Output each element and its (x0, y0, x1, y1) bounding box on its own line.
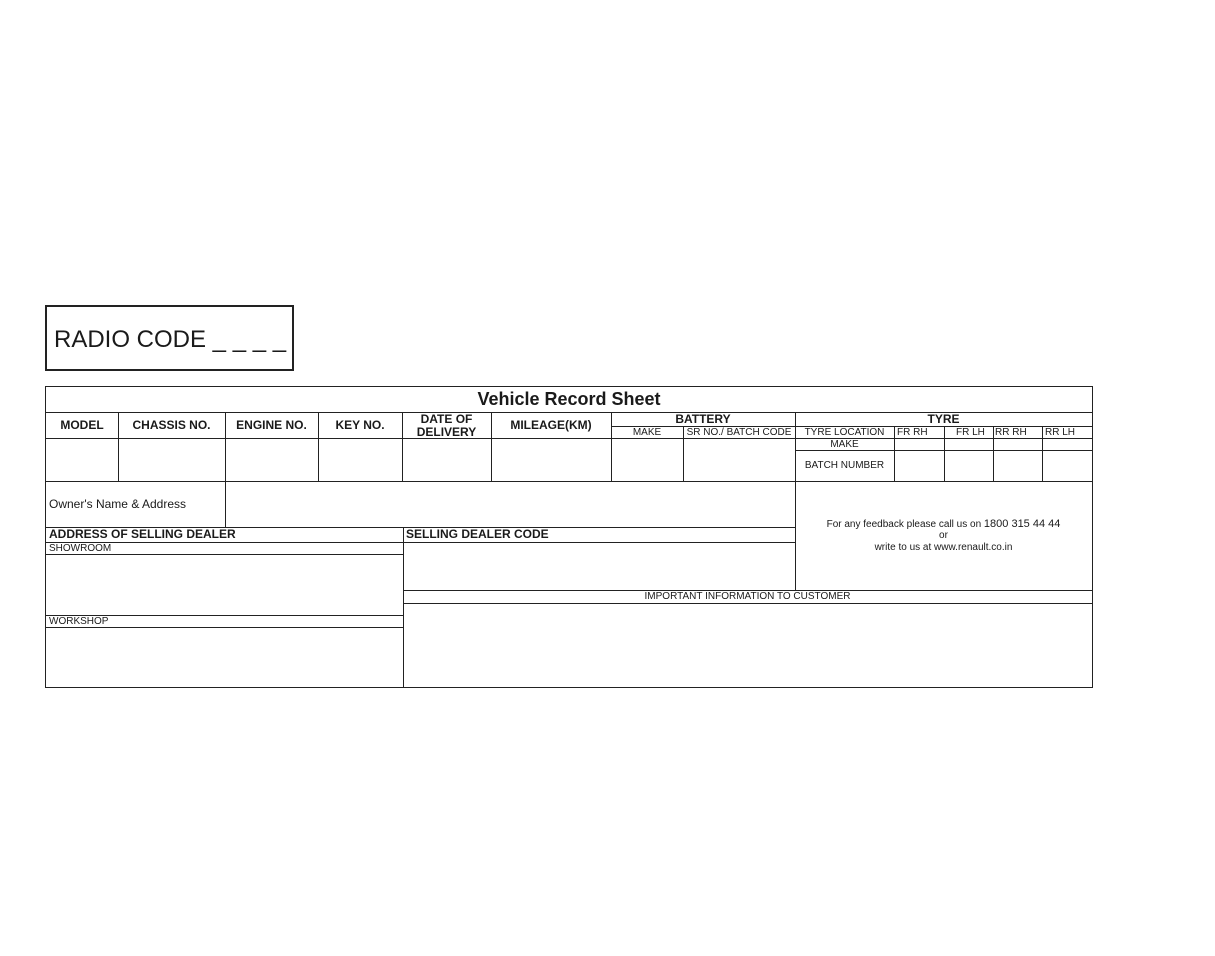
sheet-title: Vehicle Record Sheet (477, 389, 661, 409)
tyre-fr-lh-label: FR LH (956, 427, 985, 438)
feedback-phone: 1800 315 44 44 (983, 518, 1061, 530)
owner-name-address-label: Owner's Name & Address (49, 497, 187, 511)
battery-serial-label: SR NO./ BATCH CODE (686, 427, 792, 438)
header-mileage: MILEAGE(KM) (510, 418, 592, 432)
tyre-make-label: MAKE (830, 439, 859, 450)
col-rule-12 (1042, 426, 1043, 481)
rule-workshop-label-bottom (46, 627, 403, 628)
tyre-rr-rh-label: RR RH (995, 427, 1027, 438)
dealer-code-label: SELLING DEALER CODE (406, 527, 549, 541)
feedback-line2: or (939, 530, 948, 541)
header-date-line2: DELIVERY (416, 425, 477, 439)
header-model: MODEL (60, 418, 104, 432)
radio-code-box (45, 305, 294, 371)
tyre-batch-number-label: BATCH NUMBER (804, 460, 885, 471)
header-date-line1: DATE OF (420, 412, 473, 426)
vehicle-record-sheet (45, 386, 1093, 688)
rule-dealer-header-bottom (46, 542, 795, 543)
showroom-label: SHOWROOM (49, 543, 112, 554)
battery-make-label: MAKE (632, 427, 662, 438)
header-battery: BATTERY (675, 412, 731, 426)
col-rule-9 (894, 426, 895, 481)
important-info-label: IMPORTANT INFORMATION TO CUSTOMER (644, 591, 851, 602)
tyre-rr-lh-label: RR LH (1045, 427, 1076, 438)
feedback-line3: write to us at www.renault.co.in (874, 542, 1013, 553)
header-tyre: TYRE (927, 412, 960, 426)
workshop-label: WORKSHOP (49, 616, 109, 627)
rule-battery-header-bottom (611, 438, 795, 439)
header-key: KEY NO. (335, 418, 385, 432)
radio-code-label: RADIO CODE _ _ _ _ (54, 326, 287, 353)
header-chassis: CHASSIS NO. (132, 418, 211, 432)
col-rule-10 (944, 426, 945, 481)
tyre-fr-rh-label: FR RH (897, 427, 928, 438)
dealer-address-label: ADDRESS OF SELLING DEALER (49, 527, 236, 541)
header-engine: ENGINE NO. (236, 418, 307, 432)
col-rule-11 (993, 426, 994, 481)
rule-header-bottom (46, 438, 611, 439)
tyre-location-label: TYRE LOCATION (804, 427, 885, 438)
feedback-text: For any feedback please call us on (826, 519, 982, 530)
col-rule-lower (403, 527, 404, 688)
rule-important-label-bottom (403, 603, 1092, 604)
rule-showroom-label-bottom (46, 554, 403, 555)
rule-data-row-bottom (46, 481, 1092, 482)
